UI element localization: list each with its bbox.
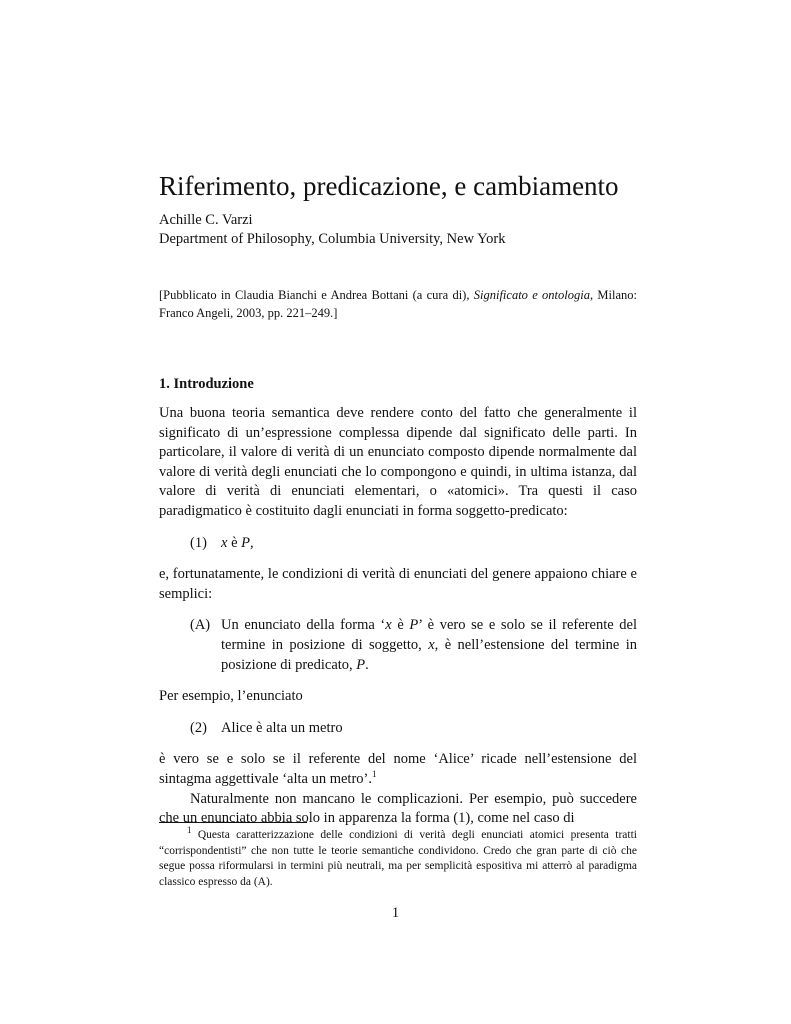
author-name: Achille C. Varzi	[159, 212, 253, 228]
exA-part-e: .	[365, 656, 369, 673]
paper-title: Riferimento, predicazione, e cambiamento	[159, 171, 619, 201]
author-affiliation: Department of Philosophy, Columbia University, New York	[159, 231, 506, 247]
section-heading: 1. Introduzione	[159, 376, 254, 392]
example-1	[159, 534, 637, 554]
publication-prefix: [Pubblicato in Claudia Bianchi e Andrea Bottani (a cura di),	[159, 288, 474, 302]
exA-var-x: x	[385, 617, 392, 634]
copula: è	[227, 534, 242, 551]
publication-book: Significato e ontologia	[473, 288, 590, 302]
paragraph-conditions: e, fortunatamente, le condizioni di verità di enunciati del genere appaiono chiare e semplici:	[159, 566, 637, 602]
example-A-number: (A)	[190, 617, 211, 634]
example-1-text	[221, 534, 637, 554]
example-2	[159, 719, 637, 739]
variable-p: P	[241, 534, 250, 551]
footnote-ref[interactable]: 1	[372, 769, 377, 780]
example-A-text	[221, 616, 637, 675]
example-A	[159, 616, 637, 675]
exA-part-a: Un enunciato della forma ‘	[221, 617, 386, 634]
exA-part-d: , è nell’estensione del termine in posizione di predicato,	[221, 636, 637, 673]
footnote-mark: 1	[187, 825, 192, 836]
body-text	[159, 404, 637, 829]
exA-var-p2: P	[356, 656, 366, 673]
paragraph-example-intro: Per esempio, l’enunciato	[159, 688, 303, 705]
author-block	[159, 211, 637, 249]
publication-note	[159, 286, 637, 322]
example-2-text: Alice è alta un metro	[221, 719, 343, 736]
exA-part-b: è	[391, 617, 410, 634]
paragraph-truth	[159, 750, 637, 789]
variable-x: x	[221, 534, 228, 551]
exA-part-c: ’ è vero se e solo se il referente del termine in posizione di soggetto,	[221, 617, 638, 653]
example-1-number: (1)	[190, 534, 207, 551]
publication-suffix: , Milano: Franco Angeli, 2003, pp. 221–249.]	[159, 288, 637, 320]
exA-var-x2: x	[428, 636, 435, 653]
example-2-number: (2)	[190, 719, 207, 736]
exA-var-p: P	[409, 617, 419, 634]
footnote-divider	[159, 822, 307, 823]
page-number: 1	[391, 905, 400, 921]
paragraph-intro: Una buona teoria semantica deve rendere conto del fatto che generalmente il significato di un’espressione complessa dipende dal significato delle parti. In particolare, il valore di verità di un enunciato composto dipende normalmente dal valore di verità degli enunciati che lo compongono e quindi, in ultima istanza, dal valore di verità di enunciati elementari, o «atomici». Tra questi il caso paradigmatico è costituito dagli enunciati in forma soggetto-predicato:	[159, 405, 637, 519]
comma: ,	[249, 534, 254, 551]
footnote	[159, 825, 637, 890]
paragraph-complications: Naturalmente non mancano le complicazioni. Per esempio, può succedere che un enunciato abbia solo in apparenza la forma (1), come nel caso di	[159, 790, 637, 827]
footnote-text: Questa caratterizzazione delle condizioni di verità degli enunciati atomici presenta tratti “corrispondentisti” che non tutte le teorie semantiche condividono. Credo che gran parte di ciò che segue possa riformularsi in termini più neutrali, ma per semplicità espositiva mi atterrò al paradigma classico espresso da (A).	[159, 829, 637, 888]
paragraph-truth-text: è vero se e solo se il referente del nome ‘Alice’ ricade nell’estensione del sintagma aggettivale ‘alta un metro’.	[159, 751, 637, 787]
